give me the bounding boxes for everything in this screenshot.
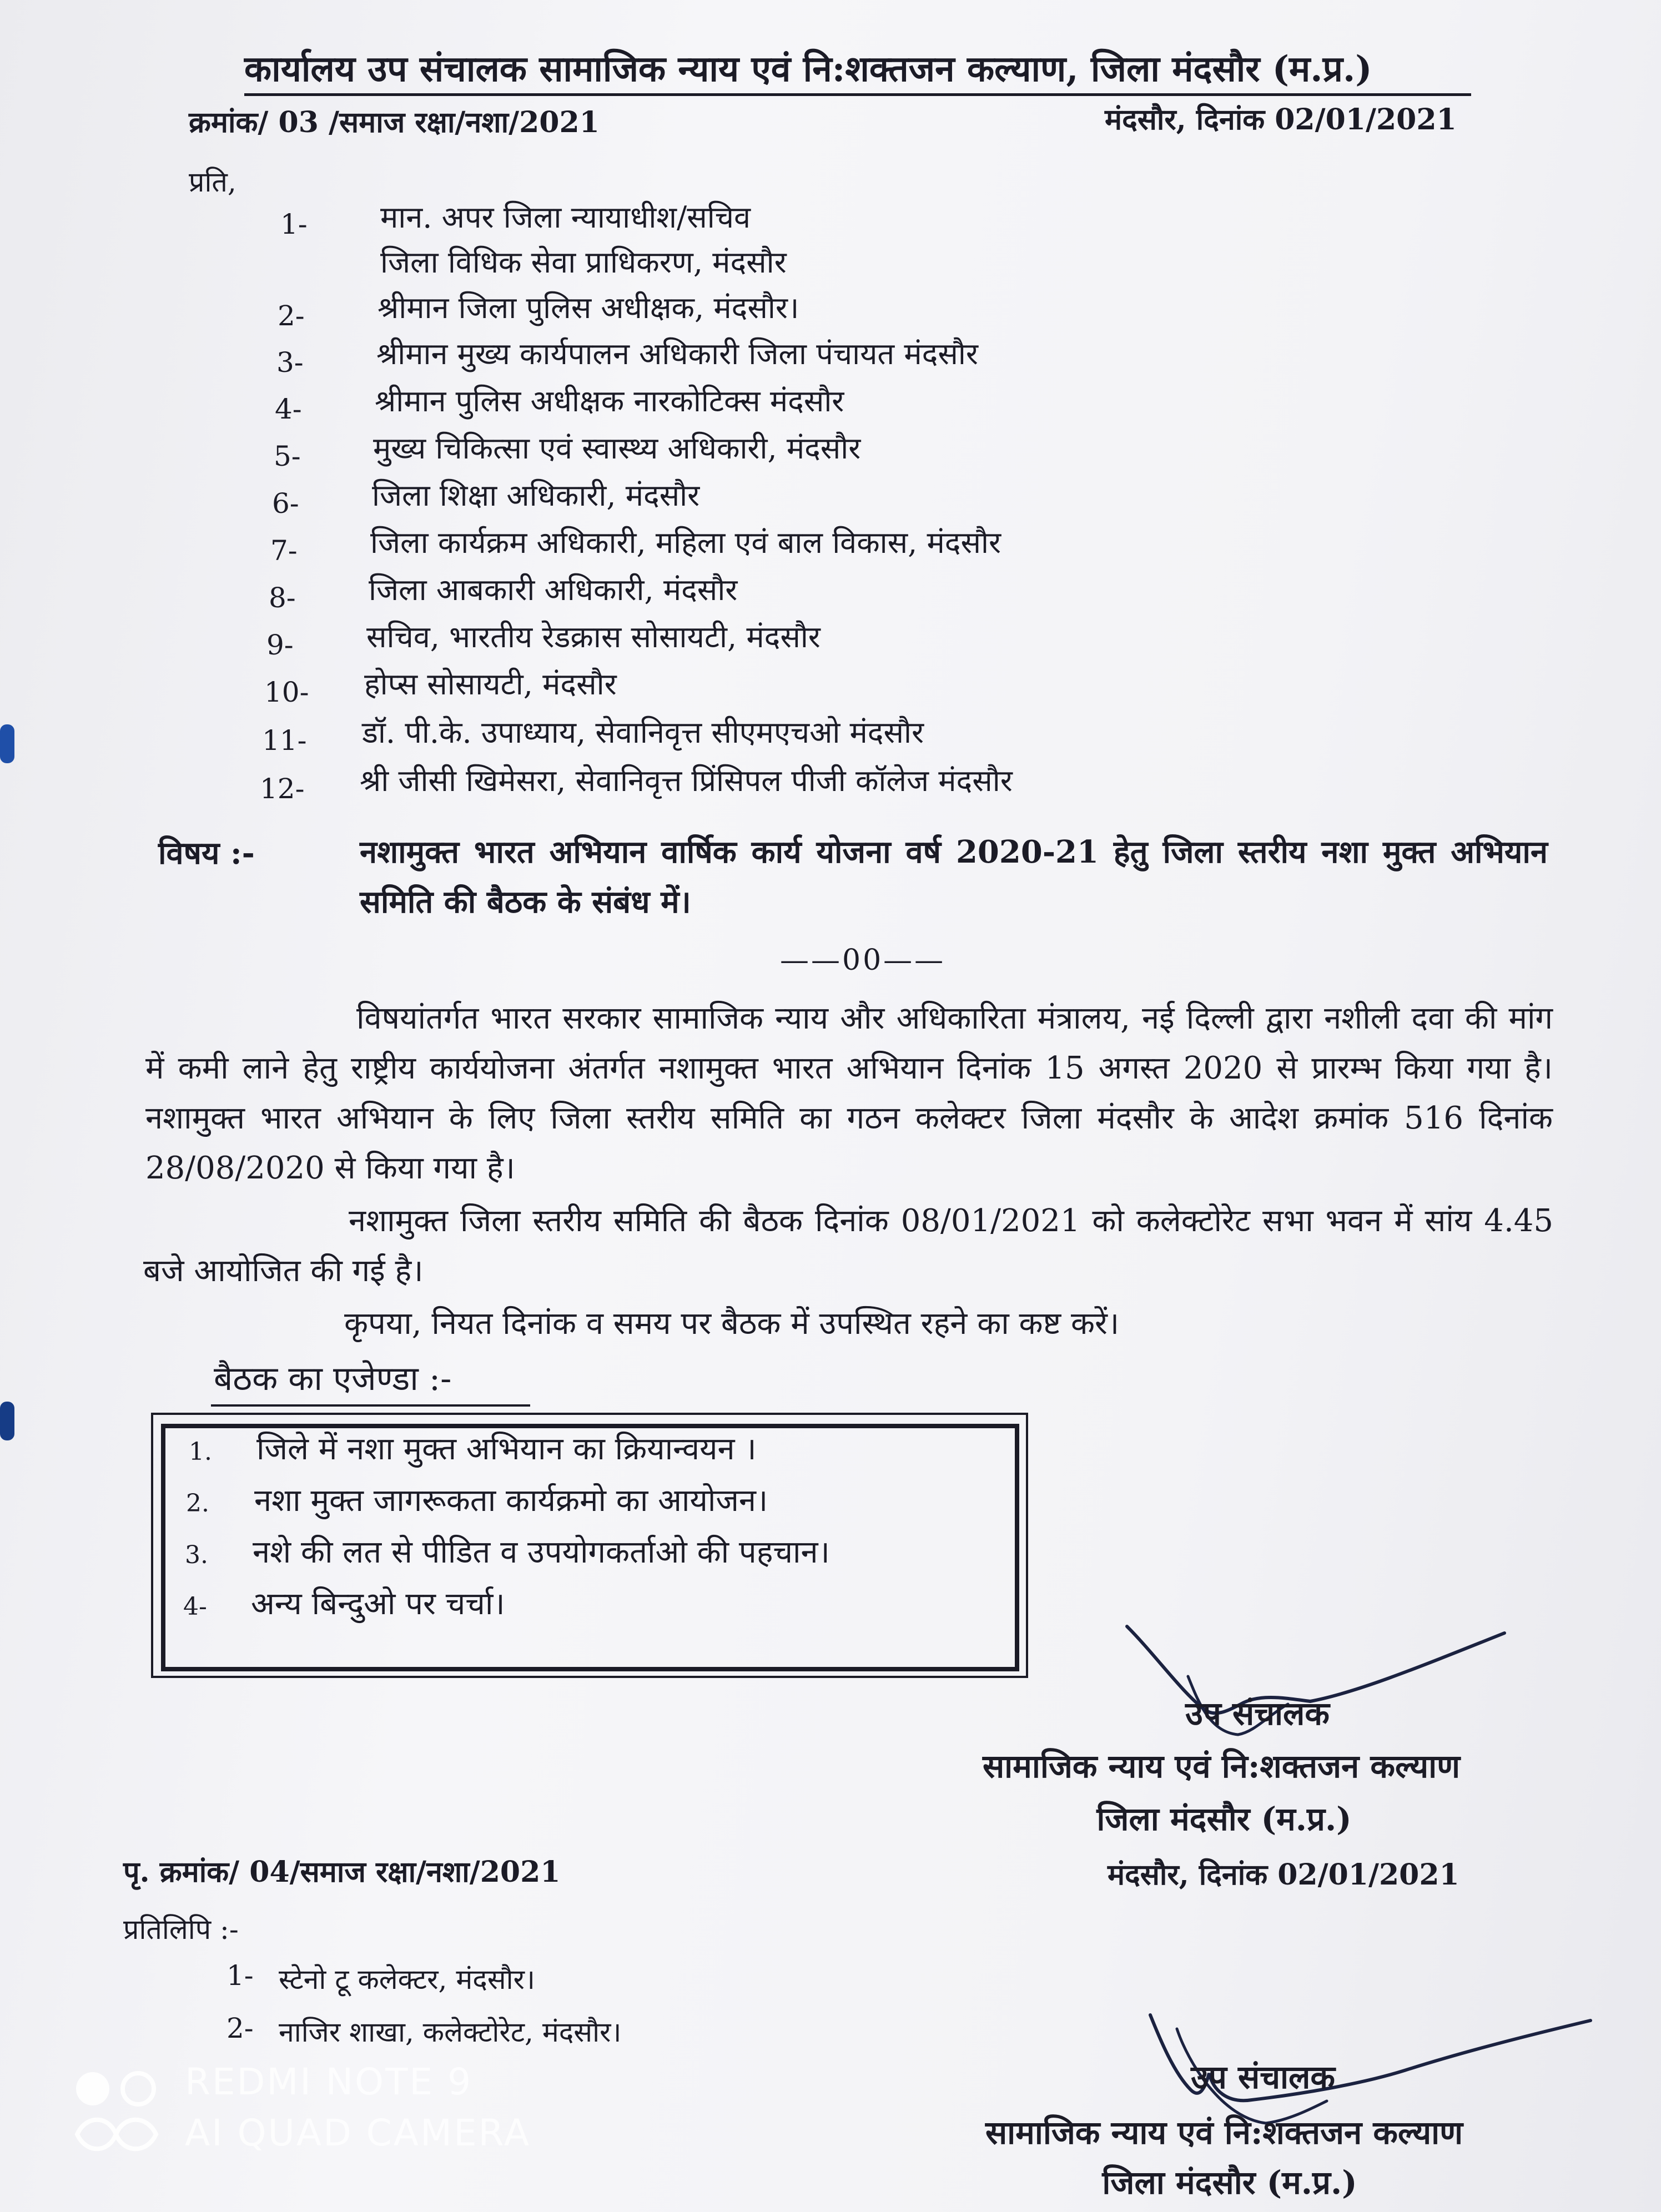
recipient-line: श्रीमान पुलिस अधीक्षक नारकोटिक्स मंदसौर [375, 384, 844, 419]
recipient-line: श्रीमान मुख्य कार्यपालन अधिकारी जिला पंचायत मंदसौर [376, 336, 978, 371]
recipient-number: 5- [274, 440, 301, 472]
reference-number: क्रमांक/ 03 /समाज रक्षा/नशा/2021 [189, 105, 600, 139]
recipient-number: 3- [276, 346, 304, 379]
recipient-number: 2- [278, 300, 305, 332]
agenda-item: नशे की लत से पीडित व उपयोगकर्ताओ की पहचान। [253, 1534, 830, 1570]
signatory-designation: उप संचालक [1191, 2058, 1335, 2096]
agenda-heading: बैठक का एजेण्डा :- [214, 1359, 452, 1398]
recipient-line: जिला विधिक सेवा प्राधिकरण, मंदसौर [380, 245, 787, 280]
recipient-line: श्री जीसी खिमेसरा, सेवानिवृत्त प्रिंसिपल पीजी कॉलेज मंदसौर [360, 763, 1013, 798]
copy-number: 1- [226, 1959, 254, 1992]
agenda-number: 4- [183, 1593, 207, 1621]
copy-reference-number: पृ. क्रमांक/ 04/समाज रक्षा/नशा/2021 [123, 1855, 561, 1889]
copy-number: 2- [226, 2012, 254, 2044]
subject-text: नशामुक्त भारत अभियान वार्षिक कार्य योजना वर्ष 2020-21 हेतु जिला स्तरीय नशा मुक्त अभियान समिति की बैठक के संबंध में। [360, 834, 1548, 920]
title-underline [244, 93, 1471, 96]
signatory-department: सामाजिक न्याय एवं नि:शक्तजन कल्याण [982, 1747, 1461, 1785]
recipient-line: श्रीमान जिला पुलिस अधीक्षक, मंदसौर। [378, 290, 799, 325]
camera-watermark-line1: REDMI NOTE 9 [185, 2060, 473, 2103]
agenda-heading-underline [211, 1404, 530, 1407]
agenda-item: जिले में नशा मुक्त अभियान का क्रियान्वयन । [256, 1431, 757, 1467]
recipient-number: 9- [266, 629, 294, 661]
subject-label: विषय :- [158, 835, 255, 871]
body-paragraph: नशामुक्त जिला स्तरीय समिति की बैठक दिनांक 08/01/2021 को कलेक्टोरेट सभा भवन में सांय 4.45 बजे आयोजित की गई है। [143, 1203, 1553, 1289]
recipient-number: 7- [270, 535, 298, 567]
recipient-number: 10- [264, 676, 309, 708]
agenda-number: 1. [189, 1438, 212, 1466]
recipient-number: 1- [280, 208, 308, 240]
copy-item: स्टेनो टू कलेक्टर, मंदसौर। [279, 1963, 535, 1996]
recipient-line: जिला कार्यक्रम अधिकारी, महिला एवं बाल विकास, मंदसौर [370, 525, 1001, 560]
agenda-number: 2. [186, 1489, 209, 1518]
recipient-line: डॉ. पी.के. उपाध्याय, सेवानिवृत्त सीएमएचओ मंदसौर [362, 715, 924, 750]
signatory-department: सामाजिक न्याय एवं नि:शक्तजन कल्याण [985, 2114, 1463, 2151]
copy-place-date: मंदसौर, दिनांक 02/01/2021 [1108, 1858, 1459, 1892]
recipient-line: होप्स सोसायटी, मंदसौर [364, 667, 617, 702]
copy-label: प्रतिलिपि :- [123, 1913, 239, 1946]
place-date: मंदसौर, दिनांक 02/01/2021 [1105, 103, 1457, 137]
camera-watermark-line2: AI QUAD CAMERA [185, 2112, 531, 2154]
body-paragraph: विषयांतर्गत भारत सरकार सामाजिक न्याय और अधिकारिता मंत्रालय, नई दिल्ली द्वारा नशीली दवा की मांग में कमी लाने हेतु राष्ट्रीय कार्ययोजना अंतर्गत नशामुक्त भारत अभियान दिनांक 15 अगस्त 2020 से प्रारम्भ किया गया है। नशामुक्त भारत अभियान के लिए जिला स्तरीय समिति का गठन कलेक्टर जिला मंदसौर के आदेश क्रमांक 516 दिनांक 28/08/2020 से किया गया है। [145, 1000, 1553, 1186]
signatory-district: जिला मंदसौर (म.प्र.) [1102, 2164, 1357, 2201]
recipient-line: जिला आबकारी अधिकारी, मंदसौर [369, 572, 738, 607]
to-label: प्रति, [189, 166, 236, 198]
recipient-line: मान. अपर जिला न्यायाधीश/सचिव [380, 200, 751, 235]
recipient-line: मुख्य चिकित्सा एवं स्वास्थ्य अधिकारी, मंदसौर [373, 431, 861, 466]
separator: ——00—— [780, 944, 946, 977]
recipient-number: 12- [260, 773, 305, 805]
recipient-number: 4- [275, 393, 302, 425]
recipient-number: 6- [272, 487, 299, 520]
body-paragraph: कृपया, नियत दिनांक व समय पर बैठक में उपस्थित रहने का कष्ट करें। [344, 1306, 1120, 1342]
agenda-number: 3. [185, 1541, 208, 1569]
copy-item: नाजिर शाखा, कलेक्टोरेट, मंदसौर। [279, 2016, 622, 2048]
camera-logo-icon [69, 2062, 164, 2156]
signatory-designation: उप संचालक [1185, 1695, 1330, 1732]
agenda-item: अन्य बिन्दुओ पर चर्चा। [251, 1586, 505, 1622]
signatory-district: जिला मंदसौर (म.प्र.) [1096, 1800, 1352, 1838]
office-title: कार्यालय उप संचालक सामाजिक न्याय एवं नि:शक्तजन कल्याण, जिला मंदसौर (म.प्र.) [244, 48, 1372, 90]
recipient-number: 11- [262, 724, 307, 757]
recipient-line: जिला शिक्षा अधिकारी, मंदसौर [372, 478, 700, 513]
recipient-number: 8- [269, 582, 296, 614]
binder-clip-mark [0, 1402, 14, 1440]
agenda-item: नशा मुक्त जागरूकता कार्यक्रमो का आयोजन। [254, 1483, 768, 1519]
recipient-line: सचिव, भारतीय रेडक्रास सोसायटी, मंदसौर [366, 619, 821, 654]
binder-clip-mark [0, 724, 14, 763]
